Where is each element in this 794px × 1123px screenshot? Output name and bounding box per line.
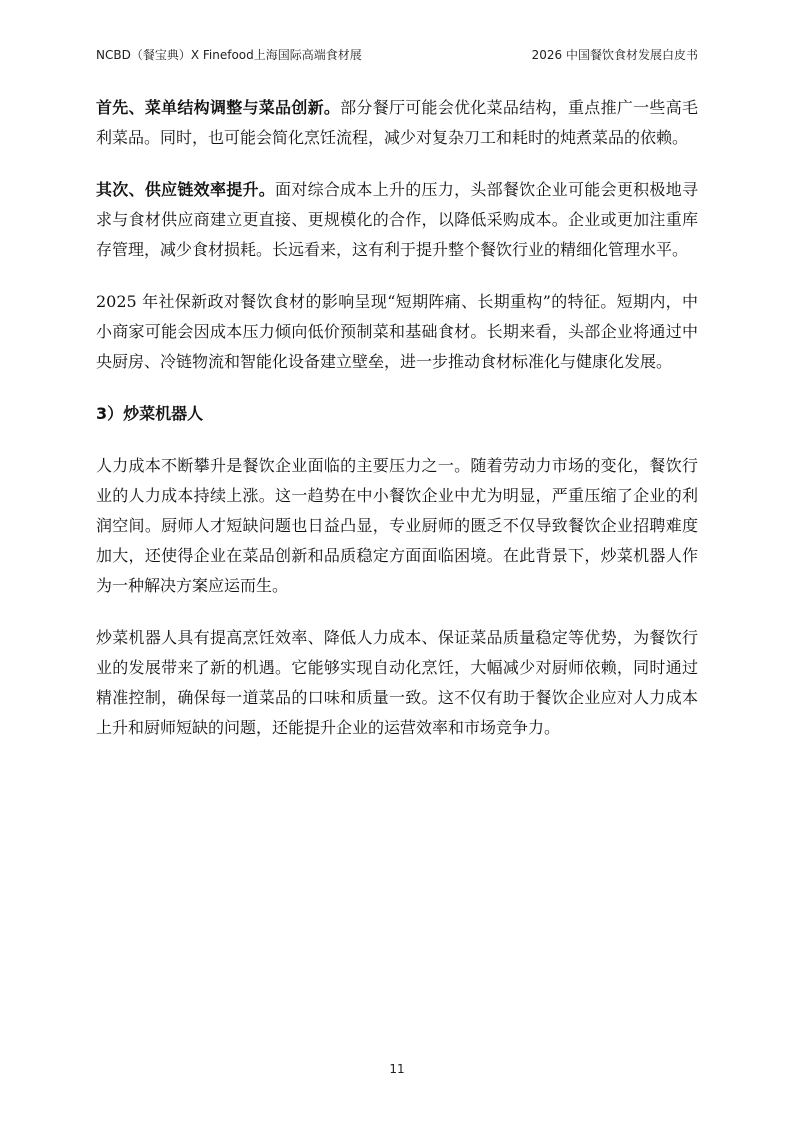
paragraph-lead: 首先、菜单结构调整与菜品创新。 bbox=[96, 98, 341, 117]
paragraph-text: 面对综合成本上升的压力，头部餐饮企业可能会更积极地寻求与食材供应商建立更直接、更规模化的合作，以降低采购成本。企业或更加注重库存管理，减少食材损耗。长远看来，这有利于提升整个餐饮行业的精细化管理水平。 bbox=[96, 180, 698, 259]
document-body bbox=[96, 93, 698, 765]
paragraph-text: 人力成本不断攀升是餐饮企业面临的主要压力之一。随着劳动力市场的变化，餐饮行业的人力成本持续上涨。这一趋势在中小餐饮企业中尤为明显，严重压缩了企业的利润空间。厨师人才短缺问题也日益凸显，专业厨师的匮乏不仅导致餐饮企业招聘难度加大，还使得企业在菜品创新和品质稳定方面面临困境。在此背景下，炒菜机器人作为一种解决方案应运而生。 bbox=[96, 456, 698, 595]
page-number: 11 bbox=[389, 1062, 405, 1076]
paragraph-robot-advantages bbox=[96, 623, 698, 743]
paragraph-supply-chain bbox=[96, 175, 698, 265]
paragraph-text: 部分餐厅可能会优化菜品结构，重点推广一些高毛利菜品。同时，也可能会简化烹饪流程，减少对复杂刀工和耗时的炖煮菜品的依赖。 bbox=[96, 98, 698, 147]
paragraph-menu-structure bbox=[96, 93, 698, 153]
paragraph-social-security-policy bbox=[96, 287, 698, 377]
paragraph-text: 炒菜机器人具有提高烹饪效率、降低人力成本、保证菜品质量稳定等优势，为餐饮行业的发展带来了新的机遇。它能够实现自动化烹饪，大幅减少对厨师依赖，同时通过精准控制，确保每一道菜品的口味和质量一致。这不仅有助于餐饮企业应对人力成本上升和厨师短缺的问题，还能提升企业的运营效率和市场竞争力。 bbox=[96, 628, 698, 737]
paragraph-text: 2025 年社保新政对餐饮食材的影响呈现“短期阵痛、长期重构”的特征。短期内，中小商家可能会因成本压力倾向低价预制菜和基础食材。长期来看，头部企业将通过中央厨房、冷链物流和智能化设备建立壁垒，进一步推动食材标准化与健康化发展。 bbox=[96, 292, 698, 371]
paragraph-lead: 其次、供应链效率提升。 bbox=[96, 180, 276, 199]
header-right-title: 2026 中国餐饮食材发展白皮书 bbox=[531, 48, 698, 62]
page-header bbox=[96, 46, 698, 66]
paragraph-labor-cost bbox=[96, 451, 698, 601]
header-left-title: NCBD（餐宝典）X Finefood上海国际高端食材展 bbox=[96, 48, 362, 62]
section-heading: 3）炒菜机器人 bbox=[96, 404, 204, 423]
